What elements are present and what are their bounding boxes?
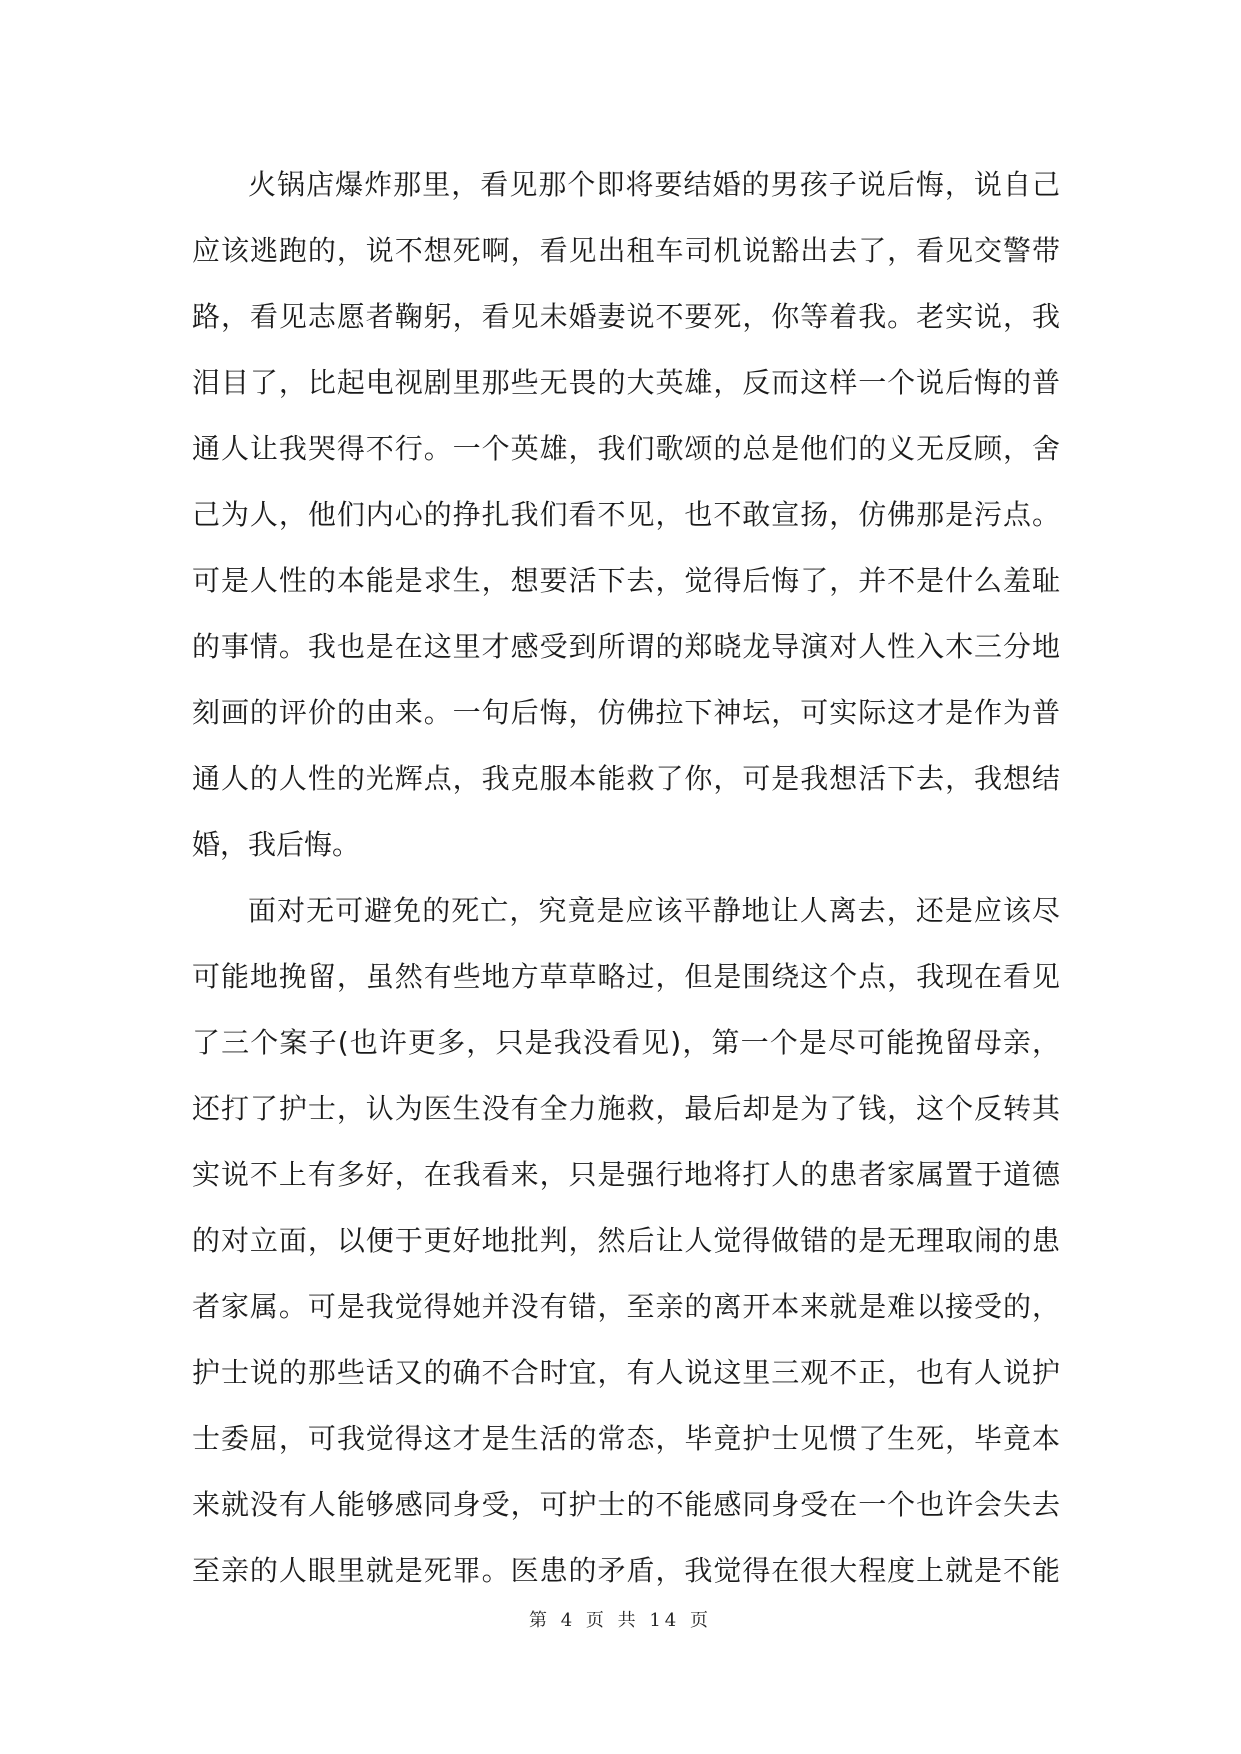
text-line: 护士说的那些话又的确不合时宜，有人说这里三观不正，也有人说护 [192,1356,1060,1389]
text-line: 可是人性的本能是求生，想要活下去，觉得后悔了，并不是什么羞耻 [192,564,1060,597]
body-text [192,152,1060,1604]
text-line: 了三个案子(也许更多，只是我没看见)，第一个是尽可能挽留母亲， [192,1026,1060,1059]
text-line: 刻画的评价的由来。一句后悔，仿佛拉下神坛，可实际这才是作为普 [192,696,1060,729]
text-line: 火锅店爆炸那里，看见那个即将要结婚的男孩子说后悔，说自己 [248,168,1060,201]
text-line: 可能地挽留，虽然有些地方草草略过，但是围绕这个点，我现在看见 [192,960,1060,993]
text-line: 来就没有人能够感同身受，可护士的不能感同身受在一个也许会失去 [192,1488,1060,1521]
text-line: 的事情。我也是在这里才感受到所谓的郑晓龙导演对人性入木三分地 [192,630,1060,663]
text-line: 者家属。可是我觉得她并没有错，至亲的离开本来就是难以接受的， [192,1290,1060,1323]
text-line: 通人让我哭得不行。一个英雄，我们歌颂的总是他们的义无反顾，舍 [192,432,1060,465]
text-line: 的对立面，以便于更好地批判，然后让人觉得做错的是无理取闹的患 [192,1224,1060,1257]
text-line: 通人的人性的光辉点，我克服本能救了你，可是我想活下去，我想结 [192,762,1060,795]
paragraph-2 [192,878,1060,1604]
text-line: 应该逃跑的，说不想死啊，看见出租车司机说豁出去了，看见交警带 [192,234,1060,267]
text-line: 至亲的人眼里就是死罪。医患的矛盾，我觉得在很大程度上就是不能 [192,1554,1060,1587]
paragraph-1 [192,152,1060,878]
text-line: 己为人，他们内心的挣扎我们看不见，也不敢宣扬，仿佛那是污点。 [192,498,1060,531]
text-line: 婚，我后悔。 [192,828,361,861]
page-number-footer: 第 4 页 共 14 页 [529,1610,712,1631]
text-line: 面对无可避免的死亡，究竟是应该平静地让人离去，还是应该尽 [248,894,1060,927]
text-line: 实说不上有多好，在我看来，只是强行地将打人的患者家属置于道德 [192,1158,1060,1191]
text-line: 还打了护士，认为医生没有全力施救，最后却是为了钱，这个反转其 [192,1092,1060,1125]
text-line: 路，看见志愿者鞠躬，看见未婚妻说不要死，你等着我。老实说，我 [192,300,1060,333]
text-line: 士委屈，可我觉得这才是生活的常态，毕竟护士见惯了生死，毕竟本 [192,1422,1060,1455]
text-line: 泪目了，比起电视剧里那些无畏的大英雄，反而这样一个说后悔的普 [192,366,1060,399]
